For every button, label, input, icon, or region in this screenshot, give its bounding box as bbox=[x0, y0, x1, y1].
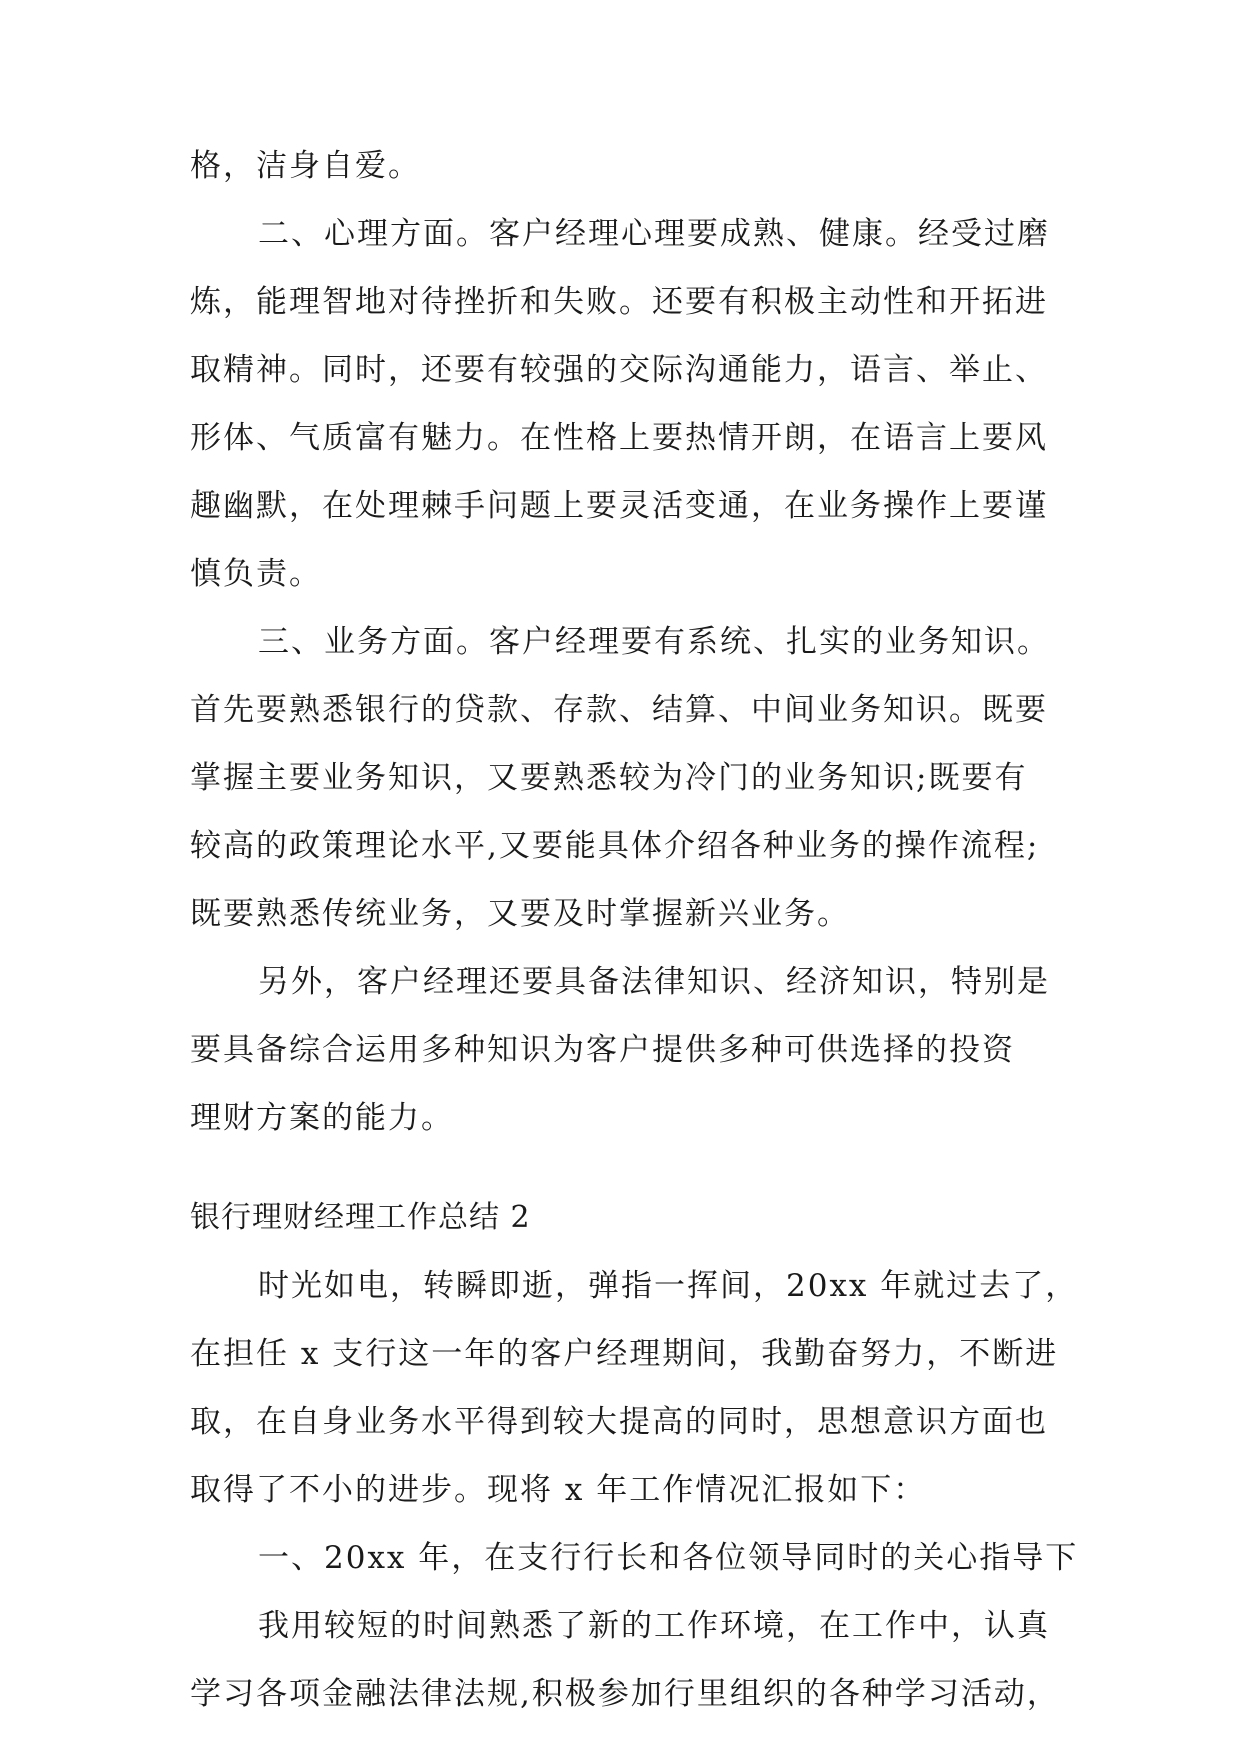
paragraph-line: 既要熟悉传统业务，又要及时掌握新兴业务。 bbox=[190, 896, 850, 932]
paragraph-line: 格，洁身自爱。 bbox=[190, 148, 421, 184]
paragraph-line: 炼，能理智地对待挫折和失败。还要有积极主动性和开拓进 bbox=[190, 284, 1048, 320]
paragraph-line: 较高的政策理论水平,又要能具体介绍各种业务的操作流程; bbox=[190, 828, 1040, 864]
paragraph-line: 取精神。同时，还要有较强的交际沟通能力，语言、举止、 bbox=[190, 352, 1048, 388]
paragraph-line: 形体、气质富有魅力。在性格上要热情开朗，在语言上要风 bbox=[190, 420, 1048, 456]
paragraph-line: 慎负责。 bbox=[190, 556, 322, 592]
paragraph-line: 理财方案的能力。 bbox=[190, 1100, 454, 1136]
paragraph-line: 掌握主要业务知识，又要熟悉较为冷门的业务知识;既要有 bbox=[190, 760, 1028, 796]
section-title: 银行理财经理工作总结 2 bbox=[190, 1200, 531, 1235]
paragraph-line: 取得了不小的进步。现将 x 年工作情况汇报如下： bbox=[190, 1472, 927, 1508]
paragraph-line: 要具备综合运用多种知识为客户提供多种可供选择的投资 bbox=[190, 1032, 1015, 1068]
paragraph-line: 我用较短的时间熟悉了新的工作环境，在工作中，认真 bbox=[258, 1608, 1050, 1644]
paragraph-line: 时光如电，转瞬即逝，弹指一挥间，20xx 年就过去了， bbox=[258, 1268, 1079, 1304]
paragraph-line: 一、20xx 年，在支行行长和各位领导同时的关心指导下 bbox=[258, 1540, 1079, 1576]
paragraph-line: 趣幽默，在处理棘手问题上要灵活变通，在业务操作上要谨 bbox=[190, 488, 1048, 524]
paragraph-line: 三、业务方面。客户经理要有系统、扎实的业务知识。 bbox=[258, 624, 1050, 660]
paragraph-line: 在担任 x 支行这一年的客户经理期间，我勤奋努力，不断进 bbox=[190, 1336, 1059, 1372]
paragraph-line: 首先要熟悉银行的贷款、存款、结算、中间业务知识。既要 bbox=[190, 692, 1048, 728]
paragraph-line: 学习各项金融法律法规,积极参加行里组织的各种学习活动， bbox=[190, 1676, 1060, 1712]
paragraph-line: 二、心理方面。客户经理心理要成熟、健康。经受过磨 bbox=[258, 216, 1050, 252]
paragraph-line: 取，在自身业务水平得到较大提高的同时，思想意识方面也 bbox=[190, 1404, 1048, 1440]
paragraph-line: 另外，客户经理还要具备法律知识、经济知识，特别是 bbox=[258, 964, 1050, 1000]
